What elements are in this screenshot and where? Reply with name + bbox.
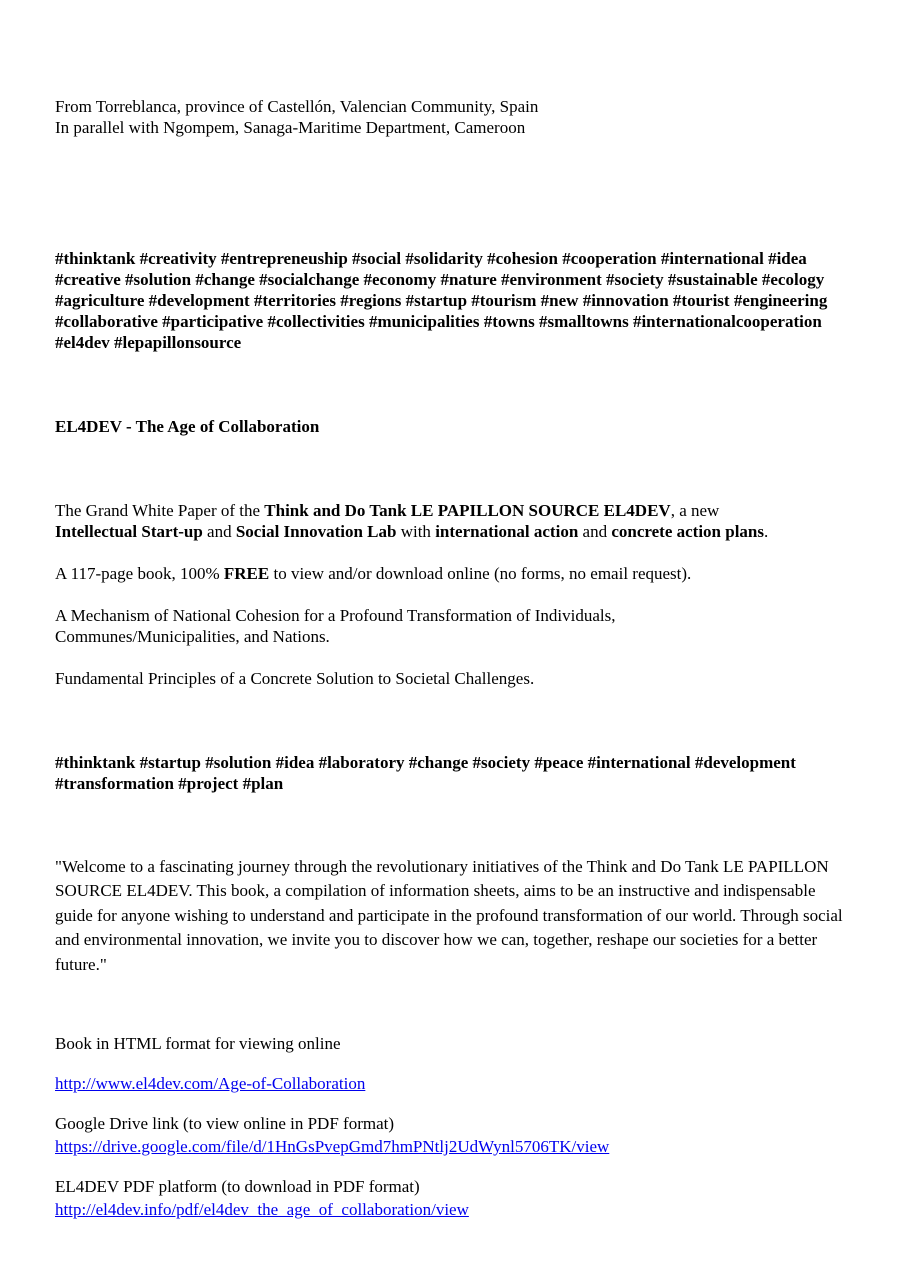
principles-paragraph: Fundamental Principles of a Concrete Solution to Societal Challenges. (55, 669, 535, 688)
drive-link[interactable]: https://drive.google.com/file/d/1HnGsPvepGmd7hmPNtlj2UdWynl5706TK/view (55, 1137, 610, 1157)
book-paragraph (55, 563, 855, 584)
intro-bold-4: international action (435, 522, 579, 541)
intro-text-2: , a new (670, 501, 720, 520)
quote-paragraph: "Welcome to a fascinating journey through the revolutionary initiatives of the Think and Do Tank LE PAPILLON SOURCE EL4DEV. This book, a compilation of information sheets, aims to be an instructive and indispensable guide for anyone wishing to understand and participate in the profound transformation of our world. Through social and environmental innovation, we invite you to discover how we can, together, reshape our societies for a better future." (55, 857, 843, 974)
intro-text-1: The Grand White Paper of the (55, 501, 265, 520)
pdf-platform-link[interactable]: http://el4dev.info/pdf/el4dev_the_age_of_collaboration/view (55, 1200, 469, 1220)
intro-bold-1: Think and Do Tank LE PAPILLON SOURCE EL4DEV (264, 501, 671, 520)
drive-label: Google Drive link (to view online in PDF format) (55, 1114, 395, 1134)
html-format-label: Book in HTML format for viewing online (55, 1034, 341, 1054)
book-text-1: A 117-page book, 100% (55, 564, 224, 583)
hashtags-top: #thinktank #creativity #entrepreneuship #social #solidarity #cohesion #cooperation #international #idea #creative #solution #change #socialchange #economy #nature #environment #society #sustainable #ecology #agriculture #development #territories #regions #startup #tourism #new #innovation #tourist #engineering #collaborative #participative #collectivities #municipalities #towns #smalltowns #internationalcooperation #el4dev #lepapillonsource (55, 249, 828, 352)
intro-bold-5: concrete action plans (611, 522, 764, 541)
book-free: FREE (223, 564, 270, 583)
intro-paragraph (55, 500, 855, 542)
intro-bold-3: Social Innovation Lab (235, 522, 397, 541)
origin-line-1: From Torreblanca, province of Castellón, Valencian Community, Spain (55, 97, 539, 116)
origin-line-2: In parallel with Ngompem, Sanaga-Maritime Department, Cameroon (55, 118, 526, 137)
intro-text-6: . (764, 522, 769, 541)
intro-text-3: and (202, 522, 236, 541)
hashtags-mid: #thinktank #startup #solution #idea #laboratory #change #society #peace #international #development #transformation #project #plan (55, 753, 796, 793)
book-text-2: to view and/or download online (no forms, no email request). (269, 564, 692, 583)
pdf-platform-label: EL4DEV PDF platform (to download in PDF format) (55, 1177, 420, 1197)
intro-bold-2: Intellectual Start-up (55, 522, 203, 541)
intro-text-4: with (396, 522, 436, 541)
heading-title: EL4DEV - The Age of Collaboration (55, 417, 320, 436)
document-page (55, 96, 855, 1220)
mechanism-paragraph: A Mechanism of National Cohesion for a Profound Transformation of Individuals, Communes/Municipalities, and Nations. (55, 606, 616, 646)
pdf-platform-link-line (55, 1199, 855, 1220)
drive-link-line (55, 1136, 855, 1157)
intro-text-5: and (578, 522, 612, 541)
html-format-link-line (55, 1073, 855, 1094)
html-format-link[interactable]: http://www.el4dev.com/Age-of-Collaboration (55, 1074, 366, 1094)
